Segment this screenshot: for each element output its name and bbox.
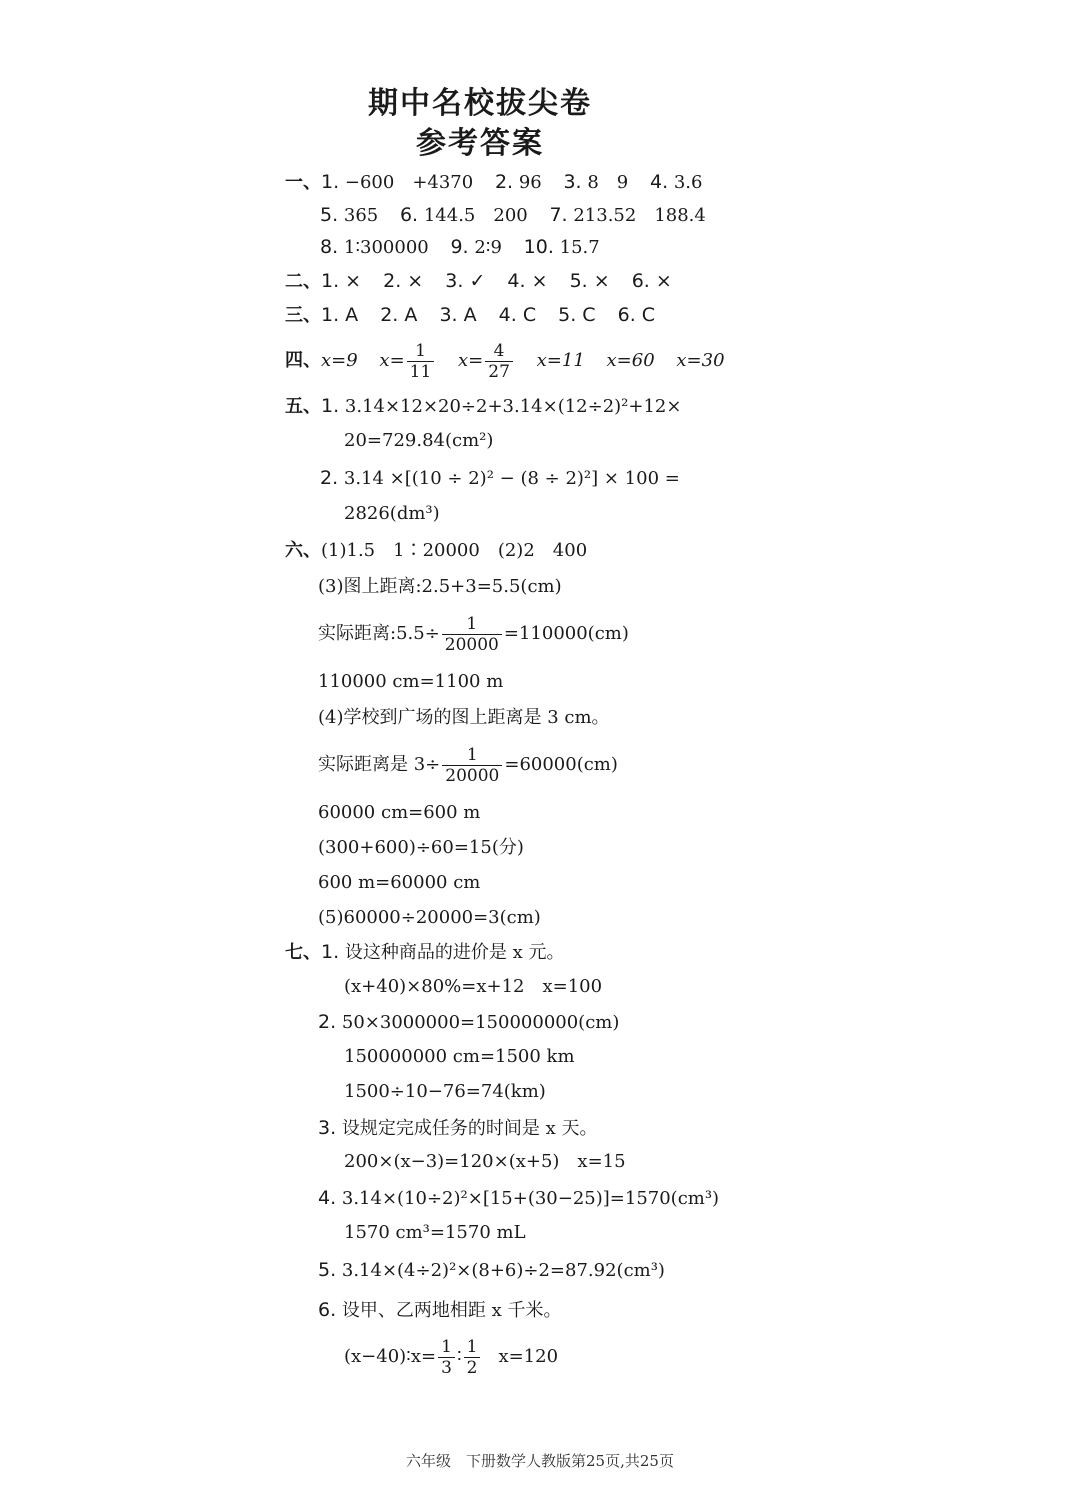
section-4-line: 四、x=9 x= $\frac{1}{11}$ x= $\frac{4}{27}$ x=11 x=60 x=30 [285, 340, 725, 382]
section-6-line-3: 实际距离:5.5÷ $\frac{1}{20000}$ =110000(cm) [318, 613, 629, 655]
section-6-line-7: 60000 cm=600 m [318, 802, 481, 823]
section-7-q2-line-2: 150000000 cm=1500 km [344, 1046, 575, 1067]
fraction-1-3: $\frac{1}{3}$ [438, 1337, 455, 1378]
section-7-q1-line-2: (x+40)×80%=x+12 x=100 [344, 976, 603, 997]
section-7-q2-line-1: 2. 50×3000000=150000000(cm) [318, 1011, 620, 1033]
section-6-line-9: 600 m=60000 cm [318, 872, 481, 893]
section-7-q3-line-2: 200×(x−3)=120×(x+5) x=15 [344, 1151, 626, 1172]
section-5-label: 五、 [285, 396, 321, 417]
section-7-q2-line-3: 1500÷10−76=74(km) [344, 1081, 546, 1102]
section-1-label: 一、 [285, 172, 321, 193]
section-4-label: 四、 [285, 350, 321, 371]
section-1-line-2: 5. 365 6. 144.5 200 7. 213.52 188.4 [320, 204, 706, 226]
section-3-line: 三、1. A 2. A 3. A 4. C 5. C 6. C [285, 304, 656, 326]
section-2-label: 二、 [285, 271, 321, 292]
fraction-1-20000-b: $\frac{1}{20000}$ [442, 745, 502, 786]
page-title: 期中名校拔尖卷 [368, 86, 592, 121]
section-6-line-2: (3)图上距离:2.5+3=5.5(cm) [318, 576, 562, 597]
section-6-line-4: 110000 cm=1100 m [318, 671, 504, 692]
section-7-q1-line-1: 七、1. 设这种商品的进价是 x 元。 [285, 941, 565, 963]
section-5-q1-line-2: 20=729.84(cm²) [344, 430, 494, 451]
section-6-line-8: (300+600)÷60=15(分) [318, 837, 524, 858]
section-3-label: 三、 [285, 305, 321, 326]
section-6-line-6: 实际距离是 3÷ $\frac{1}{20000}$ =60000(cm) [318, 744, 618, 786]
section-7-q4-line-1: 4. 3.14×(10÷2)²×[15+(30−25)]=1570(cm³) [318, 1187, 720, 1209]
section-7-q3-line-1: 3. 设规定完成任务的时间是 x 天。 [318, 1117, 598, 1139]
section-7-q6-line-1: 6. 设甲、乙两地相距 x 千米。 [318, 1299, 562, 1321]
section-7-q4-line-2: 1570 cm³=1570 mL [344, 1222, 526, 1243]
page-subtitle: 参考答案 [416, 126, 544, 161]
section-2-line: 二、1. × 2. × 3. ✓ 4. × 5. × 6. × [285, 270, 672, 292]
fraction-4-27: $\frac{4}{27}$ [485, 341, 513, 382]
fraction-1-20000: $\frac{1}{20000}$ [442, 614, 502, 655]
section-7-q5-line-1: 5. 3.14×(4÷2)²×(8+6)÷2=87.92(cm³) [318, 1259, 665, 1281]
section-5-q1-line-1: 五、1. 3.14×12×20÷2+3.14×(12÷2)²+12× [285, 395, 682, 417]
section-1-line-1: 一、1. −600 +4370 2. 96 3. 8 9 4. 3.6 [285, 171, 703, 193]
section-6-label: 六、 [285, 540, 321, 561]
fraction-1-11: $\frac{1}{11}$ [407, 341, 435, 382]
section-6-line-5: (4)学校到广场的图上距离是 3 cm。 [318, 707, 610, 728]
section-6-line-1: 六、(1)1.5 1∶20000 (2)2 400 [285, 540, 588, 561]
section-5-q2-line-1: 2. 3.14 ×[(10 ÷ 2)² − (8 ÷ 2)²] × 100 = [320, 467, 680, 489]
section-1-line-3: 8. 1∶300000 9. 2∶9 10. 15.7 [320, 236, 600, 258]
section-7-label: 七、 [285, 942, 321, 963]
section-6-line-10: (5)60000÷20000=3(cm) [318, 907, 541, 928]
page-footer: 六年级 下册数学人教版第25页,共25页 [406, 1452, 674, 1470]
section-5-q2-line-2: 2826(dm³) [344, 503, 440, 524]
fraction-1-2: $\frac{1}{2}$ [464, 1337, 481, 1378]
section-7-q6-line-2: (x−40)∶x= $\frac{1}{3}$ ∶ $\frac{1}{2}$ x=120 [344, 1336, 559, 1378]
